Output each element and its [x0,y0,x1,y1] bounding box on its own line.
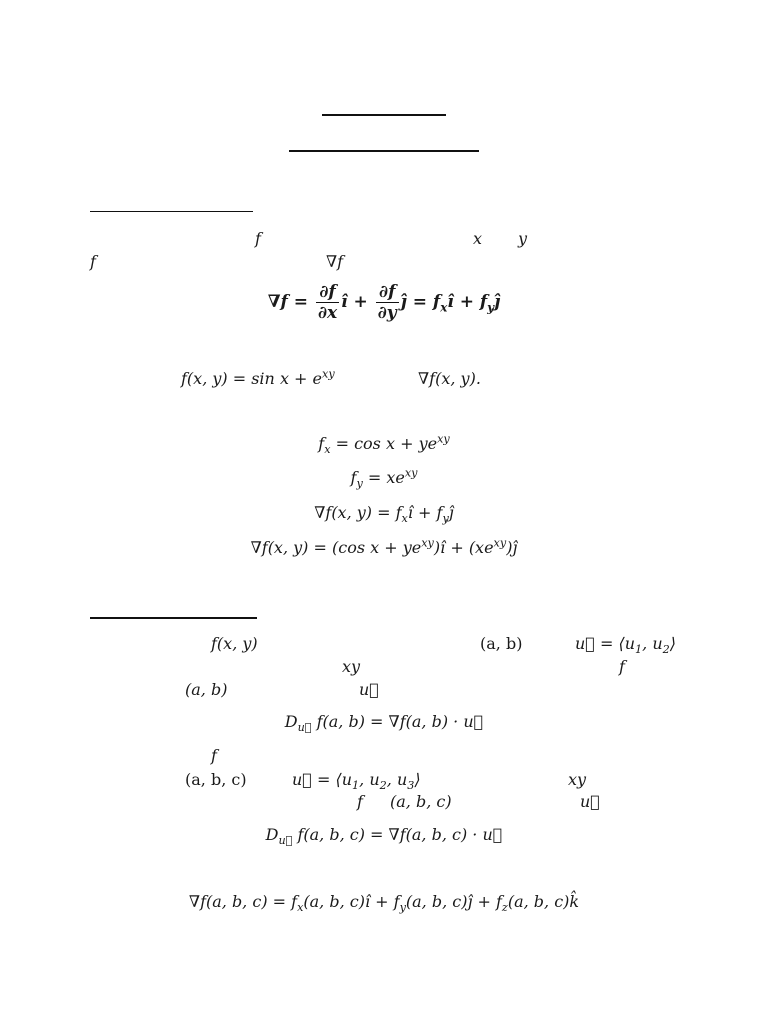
s2-symbol-f-3d: f [211,746,217,765]
intro-symbol-grad-f: ∇f [326,252,344,271]
solution-gradient: ∇f(x, $y) = f_xî$ + $f_yĵ$ [314,503,454,526]
s2-vector-u-3d: u⃗ [580,792,600,811]
directional-derivative-2d: $D_{u⃗}$ f(a, b) = ∇f(a, b) · u⃗ [284,712,484,735]
solution-final: ∇f(x, y) = (cos $x + ye^{xy})î$ + $(xe^{xy})ĵ$ [250,536,518,557]
s2-xy-plane: xy [342,657,361,676]
gradient-3d: ∇f(a, b, $c) = f_x(a$, b, c)î + $f_y(a$, b, c)ĵ + $f_z(a$, b, c)k̂ [188,892,580,915]
example-function: f(x, $y) = \sin x + e^{xy}$ [181,367,335,388]
intro-symbol-f2: f [90,252,96,271]
fraction-df-dy: $\frac{\partial f}{\partial y}$ [377,282,397,323]
solution-fx: $f_x = \cos x + ye^{xy}$ [318,432,450,457]
s2-unit-vector-2d: u⃗ = $⟨u_1$, $u_2⟩$ [575,634,677,657]
s2-unit-vector-3d: u⃗ = $⟨u_1$, $u_2$, $u_3⟩$ [292,770,421,793]
solution-fy: $f_y = xe^{xy}$ [350,466,418,491]
intro-symbol-x: x [473,229,483,248]
s2-point-abc: (a, b, c) [185,770,247,789]
subtitle-rule [289,150,479,152]
s2-symbol-f: f [619,657,625,676]
intro-symbol-y: y [518,229,528,248]
s2-point-ab: (a, b) [480,634,523,653]
s2-fxy: f(x, y) [211,634,258,653]
section1-heading-rule [90,211,253,212]
title-rule [322,114,446,116]
intro-symbol-f: f [255,229,261,248]
s2-f-3d: f [357,792,363,811]
example-find-gradient: ∇f(x, y). [418,369,481,388]
s2-vector-u: u⃗ [359,680,379,699]
s2-point-abc-italic: (a, b, c) [390,792,452,811]
s2-point-ab-italic: (a, b) [185,680,228,699]
directional-derivative-3d: $D_{u⃗}$ f(a, b, c) = ∇f(a, b, c) · u⃗ [265,825,503,848]
fraction-df-dx: $\frac{\partial f}{\partial x}$ [317,282,338,323]
s2-xy-3d: xy [568,770,587,789]
gradient-definition: ∇f = $\frac{\partial f}{\partial x}$ î + $\frac{\partial f}{\partial y}$ ĵ = $f_xî$ + $f_yĵ$ [267,282,501,323]
section2-heading-rule [90,617,257,619]
